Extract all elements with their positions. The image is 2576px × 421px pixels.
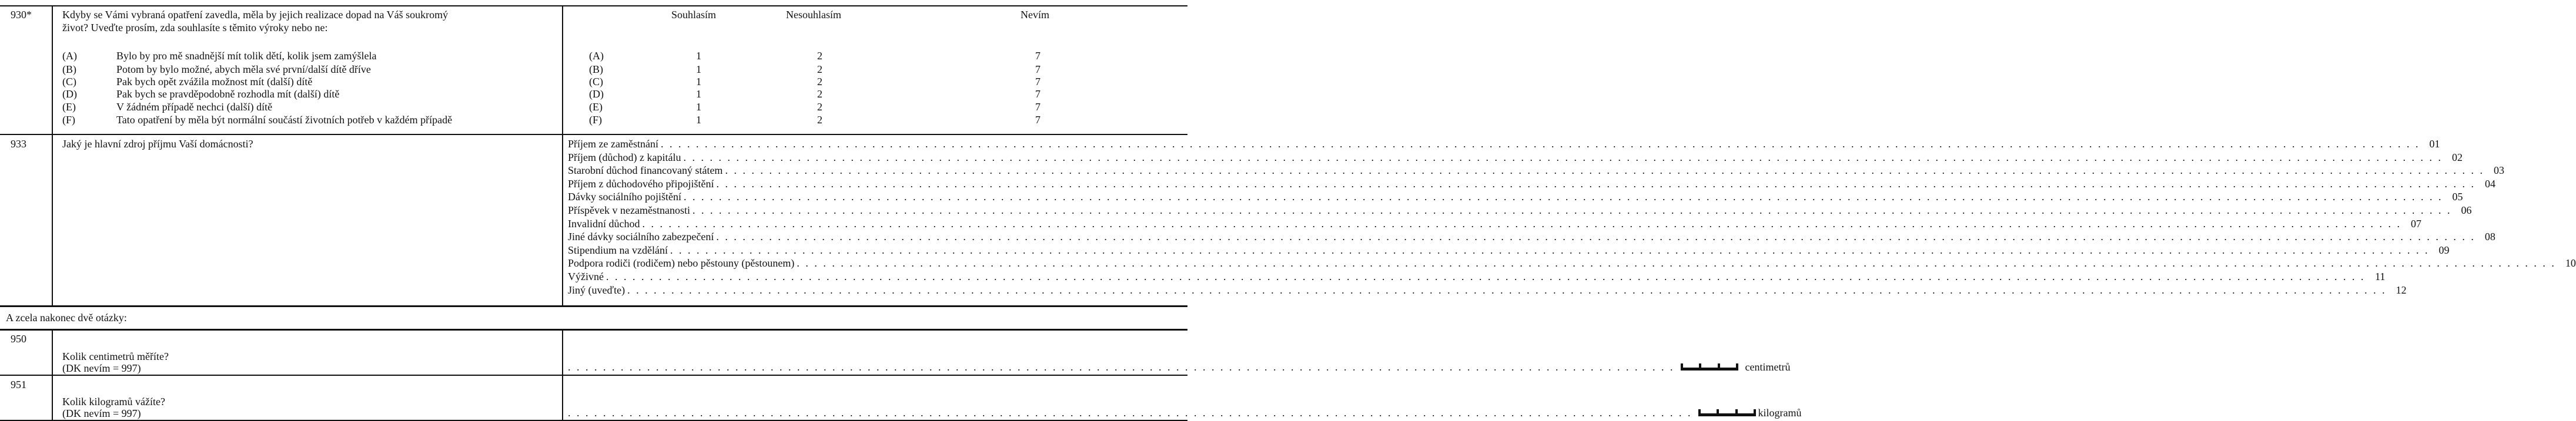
income-option[interactable]	[568, 138, 2440, 150]
answer-row-letter: (E)	[589, 101, 603, 113]
option-code: 06	[2461, 204, 2472, 216]
code-disagree[interactable]: 2	[817, 101, 822, 113]
option-code: 05	[2452, 191, 2463, 203]
question-text-951-line1: Kolik kilogramů vážíte?	[62, 396, 165, 407]
code-disagree[interactable]: 2	[817, 88, 822, 100]
code-dontknow[interactable]: 7	[1035, 63, 1041, 75]
income-option[interactable]	[568, 271, 2386, 282]
question-text-930-line2: život? Uveďte prosím, zda souhlasíte s těmito výroky nebo ne:	[62, 22, 328, 33]
dot-leader: . . . . . . . . . . . . . . . . . . . . . . . . . . . . . . . . . . . . . . . . . . . . . . . . . . . . . . . . . . . . . . . . . . . . . . . . . . . . . . . . . . . . . . . . . . . . . . . . . . . . . . . . . . . . . . . . . . . . . . . . . . . . . . . . . . . . . . . . . . . . . . . . . . . . . . . . . . . . . . . . . . . . . . . . . . . . . . . . . . . . . . . . . . . . . . . . . . . . . . . .	[797, 257, 2556, 270]
code-agree[interactable]: 1	[696, 88, 701, 100]
option-code: 12	[2396, 284, 2407, 296]
dot-leader: . . . . . . . . . . . . . . . . . . . . . . . . . . . . . . . . . . . . . . . . . . . . . . . . . . . . . . . . . . . . . . . . . . . . . . . . . . . . . . . . . . . . . . . . . . . . . . . . . . . . . . . . . . . . . . . . . . . . . . . . . . . . . . . . . . . . . . . . . . . . . . . . . . . . . . . . . . . . . . . . . . . . . . . . . . . . . . . . . . . . . . . . . . . . . . . . . . . . . . . .	[716, 231, 2475, 243]
option-code: 01	[2429, 138, 2440, 150]
code-dontknow[interactable]: 7	[1035, 50, 1041, 62]
rule-top	[0, 5, 1187, 6]
option-code: 09	[2438, 244, 2450, 256]
dot-leader: . . . . . . . . . . . . . . . . . . . . . . . . . . . . . . . . . . . . . . . . . . . . . . . . . . . . . . . . . . . . . . . . . . . . . . . . . . . . . . . . . . . . . . . . . . . . . . . . . . . . . . . . . . . . . . . . . . . . . . . . . . . . . . . . . . . . . . . . . . . . . . . . . . . . . . . . . . . . . . . . . . . . . . . . . . . . . . . . . . . . . . . . . . . . . . . . . . . . . . . .	[605, 271, 2366, 282]
income-option[interactable]	[568, 191, 2463, 203]
income-option[interactable]	[568, 244, 2450, 256]
code-disagree[interactable]: 2	[817, 63, 822, 75]
option-code: 11	[2375, 271, 2386, 282]
code-agree[interactable]: 1	[696, 50, 701, 62]
dot-leader: . . . . . . . . . . . . . . . . . . . . . . . . . . . . . . . . . . . . . . . . . . . . . . . . . . . . . . . . . . . . . . . . . . . . . . . . . . . . . . . . . . . . . . . . . . . . . . . . . . . . . . . . . . . . . . . . . . . . . . . . . . . . . . . . . . . . . . . . . . . . . . . . . . . . . . . . . . . . . . . . . . . . . . . . . . . . . . . . . . . . . . . . . . . . . . . . . . . . . . . .	[642, 217, 2401, 230]
question-text-950-line2: (DK nevím = 997)	[62, 362, 141, 374]
income-option[interactable]	[568, 177, 2495, 190]
answer-row-letter: (B)	[589, 63, 603, 75]
statement-letter: (F)	[62, 114, 75, 126]
statement-letter: (A)	[62, 50, 77, 62]
code-dontknow[interactable]: 7	[1035, 114, 1041, 126]
option-label: Jiné dávky sociálního zabezpečení	[568, 231, 714, 243]
weight-answer-field[interactable]	[568, 407, 1802, 419]
option-label: Stipendium na vzdělání	[568, 244, 668, 256]
dot-leader: . . . . . . . . . . . . . . . . . . . . . . . . . . . . . . . . . . . . . . . . . . . . . . . . . . . . . . . . . . . . . . . . . . . . . . . . . . . . . . . . . . . . . . . . . . . . . . . . . . . . . . . . . . . . . . . . . . . . . . . . . . . . . . . . . . . . . . . . . . . . . . . . . . . . . . . . . . . . . . . . . . . . . . . . . . . . . . . . . . . . . . . . . . . . . . . . . . . . . . . .	[683, 151, 2443, 163]
header-dontknow: Nevím	[1021, 9, 1049, 21]
statement-text: V žádném případě nechci (další) dítě	[116, 101, 273, 113]
question-text-951-line2: (DK nevím = 997)	[62, 407, 141, 419]
income-option[interactable]	[568, 231, 2495, 243]
option-code: 04	[2484, 177, 2495, 190]
income-option[interactable]	[568, 257, 2576, 270]
dot-leader: . . . . . . . . . . . . . . . . . . . . . . . . . . . . . . . . . . . . . . . . . . . . . . . . . . . . . . . . . . . . . . . . . . . . . . . . . . . . . . . . . . . . . . . . . . . . . . . . . . . . . . . . . . . . . . . . . . . . . . . . . . . . . . . . . . . . . . . . . . . . . . . . . . . . . . . . . . . . . . . . . . . . . . . . . . . . . . . . . . . . . . . . . . . . . . . . . . . . . . . .	[683, 191, 2443, 203]
answer-row-letter: (D)	[589, 88, 604, 100]
dot-leader: . . . . . . . . . . . . . . . . . . . . . . . . . . . . . . . . . . . . . . . . . . . . . . . . . . . . . . . . . . . . . . . . . . . . . . . . . . . . . . . . . . . . . . . . . . . . . . . . . . . . . . . . . . . . . . . . . . . . . . . . . . . . . . . . . . . . . . . . . . . . . . . . . . . . . . . . . . . . . . . . . . . . . . . . . . . . . . . . . . . . . . . . . . . . . . . . . . . . . . . .	[627, 284, 2387, 296]
income-option[interactable]	[568, 204, 2472, 216]
option-label: Výživné	[568, 271, 604, 282]
question-number-930: 930*	[11, 9, 32, 21]
option-label: Podpora rodiči (rodičem) nebo pěstouny (pěstounem)	[568, 257, 795, 270]
closing-intro-text: A zcela nakonec dvě otázky:	[6, 312, 127, 324]
income-option[interactable]	[568, 164, 2504, 177]
code-agree[interactable]: 1	[696, 63, 701, 75]
code-disagree[interactable]: 2	[817, 114, 822, 126]
statement-letter: (D)	[62, 88, 77, 100]
dot-leader: . . . . . . . . . . . . . . . . . . . . . . . . . . . . . . . . . . . . . . . . . . . . . . . . . . . . . . . . . . . . . . . . . . . . . . . . . . . . . . . . . . . . . . . . . . . . . . . . . . . . . . . . . . . . . . . . . . . . . . . . . . . . . . . . . . . . . . . . . . . . . . . . . . . . . . . . . . . . . . . . . . . . . . . . . . . . . . . . . . . . . . . . . . . . . . . . . . . . . . . .	[716, 177, 2475, 190]
question-number-950: 950	[11, 333, 26, 345]
code-agree[interactable]: 1	[696, 76, 701, 87]
statement-text: Pak bych se pravděpodobně rozhodla mít (další) dítě	[116, 88, 340, 100]
statement-text: Tato opatření by měla být normální součástí životních potřeb v každém případě	[116, 114, 453, 126]
answer-row-letter: (C)	[589, 76, 603, 87]
question-text-933: Jaký je hlavní zdroj příjmu Vaší domácnosti?	[62, 138, 253, 150]
income-option[interactable]	[568, 284, 2407, 296]
height-answer-field[interactable]	[568, 361, 1791, 373]
question-number-951: 951	[11, 379, 26, 390]
col-divider-930-answers	[562, 5, 563, 307]
header-disagree: Nesouhlasím	[786, 9, 841, 21]
dot-leader: . . . . . . . . . . . . . . . . . . . . . . . . . . . . . . . . . . . . . . . . . . . . . . . . . . . . . . . . . . . . . . . . . . . . . . . . . . . . . . . . . . . . . . . . . . . . . . . . . . . . . . . . . . . . . . . . . . . . . . . . . . . . . . . . . . . . . . . . . . . . . . . . . . . . . . . . . . . . . . . . . . . . . . . . . . . . . . . . . . . . . . . . . . . . . . . . . . . . . . . .	[725, 164, 2484, 177]
option-code: 08	[2484, 231, 2495, 243]
dot-leader: . . . . . . . . . . . . . . . . . . . . . . . . . . . . . . . . . . . . . . . . . . . . . . . . . . . . . . . . . . . . . . . . . . . . . . . . . . . . . . . . . . . . . . . . . . . . . . . . . . . . . . . . . . . . . . . . . . . . . . . . . . . . . . . . . . . . . . . . . . . . . . . . . . . . . . . . . . . . . . . . . . . . . . . . . . . . . . . . . . . . . . . . . . . . . . . . . . . . . . . .	[660, 138, 2420, 150]
option-label: Starobní důchod financovaný státem	[568, 164, 723, 177]
rule-930-933	[0, 134, 1187, 135]
income-option[interactable]	[568, 151, 2463, 163]
option-label: Příjem z důchodového připojištění	[568, 177, 714, 190]
dot-leader: . . . . . . . . . . . . . . . . . . . . . . . . . . . . . . . . . . . . . . . . . . . . . . . . . . . . . . . . . . . . . . . . . . . . . . . . . . . . . . . . . . . . . . . . . . . . . . . . . . . . . . . . . . . . . . . . . . . . . . . . . . . . . . . . . . . . . . . . . . . . . . . . . . . . . . . . . . . . . . . . . . . . . . . . . . . . . . . . . . . . . . . . . . . . . . . . . . . . . . . .	[670, 244, 2430, 256]
col-divider-950	[52, 329, 53, 421]
code-agree[interactable]: 1	[696, 101, 701, 113]
rule-933-intro	[0, 305, 1187, 307]
header-agree: Souhlasím	[671, 9, 717, 21]
answer-row-letter: (F)	[589, 114, 602, 126]
col-divider-950-answers	[562, 329, 563, 421]
code-dontknow[interactable]: 7	[1035, 88, 1041, 100]
income-option[interactable]	[568, 217, 2421, 230]
option-label: Dávky sociálního pojištění	[568, 191, 681, 203]
rule-950-951	[0, 375, 1187, 376]
unit-kilograms: kilogramů	[1758, 407, 1802, 419]
option-code: 07	[2410, 217, 2421, 230]
code-dontknow[interactable]: 7	[1035, 76, 1041, 87]
option-code: 03	[2493, 164, 2504, 177]
weight-digit-boxes[interactable]	[1698, 409, 1756, 416]
dot-leader: . . . . . . . . . . . . . . . . . . . . . . . . . . . . . . . . . . . . . . . . . . . . . . . . . . . . . . . . . . . . . . . . . . . . . . . . . . . . . . . . . . . . . . . . . . . . . . . . . . . . . . . . . . . . . . . . . . . . . . . . . . . . . . . .	[568, 407, 1692, 419]
question-number-933: 933	[11, 138, 26, 150]
code-disagree[interactable]: 2	[817, 50, 822, 62]
option-code: 02	[2451, 151, 2463, 163]
option-label: Invalidní důchod	[568, 217, 640, 230]
option-code: 10	[2565, 257, 2576, 270]
code-disagree[interactable]: 2	[817, 76, 822, 87]
rule-intro-950	[0, 329, 1187, 331]
option-label: Příjem (důchod) z kapitálu	[568, 151, 681, 163]
statement-text: Potom by bylo možné, abych měla své první/další dítě dříve	[116, 63, 371, 75]
height-digit-boxes[interactable]	[1681, 363, 1738, 371]
unit-centimeters: centimetrů	[1745, 361, 1791, 373]
question-text-930-line1: Kdyby se Vámi vybraná opatření zavedla, měla by jejich realizace dopad na Váš soukromý	[62, 9, 449, 21]
code-dontknow[interactable]: 7	[1035, 101, 1041, 113]
option-label: Jiný (uveďte)	[568, 284, 625, 296]
statement-letter: (C)	[62, 76, 76, 87]
col-divider-930	[52, 5, 53, 307]
option-label: Příjem ze zaměstnání	[568, 138, 658, 150]
question-text-950-line1: Kolik centimetrů měříte?	[62, 351, 169, 362]
dot-leader: . . . . . . . . . . . . . . . . . . . . . . . . . . . . . . . . . . . . . . . . . . . . . . . . . . . . . . . . . . . . . . . . . . . . . . . . . . . . . . . . . . . . . . . . . . . . . . . . . . . . . . . . . . . . . . . . . . . . . . . . . . . . . .	[568, 361, 1675, 373]
dot-leader: . . . . . . . . . . . . . . . . . . . . . . . . . . . . . . . . . . . . . . . . . . . . . . . . . . . . . . . . . . . . . . . . . . . . . . . . . . . . . . . . . . . . . . . . . . . . . . . . . . . . . . . . . . . . . . . . . . . . . . . . . . . . . . . . . . . . . . . . . . . . . . . . . . . . . . . . . . . . . . . . . . . . . . . . . . . . . . . . . . . . . . . . . . . . . . . . . . . . . . . .	[692, 204, 2452, 216]
code-agree[interactable]: 1	[696, 114, 701, 126]
statement-letter: (E)	[62, 101, 76, 113]
option-label: Příspěvek v nezaměstnanosti	[568, 204, 690, 216]
statement-letter: (B)	[62, 63, 76, 75]
answer-row-letter: (A)	[589, 50, 604, 62]
statement-text: Pak bych opět zvážila možnost mít (další) dítě	[116, 76, 313, 87]
statement-text: Bylo by pro mě snadnější mít tolik dětí, kolik jsem zamýšlela	[116, 50, 377, 62]
